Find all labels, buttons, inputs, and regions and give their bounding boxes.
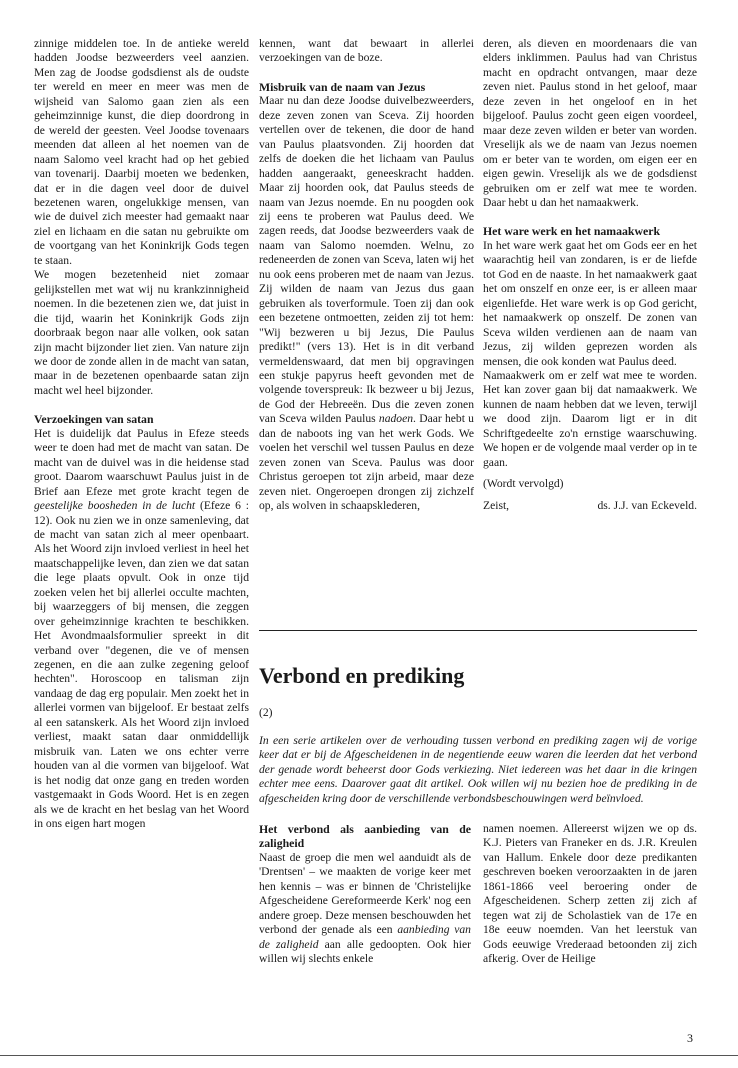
col1-paragraph-3: Het is duidelijk dat Paulus in Efeze steeds weer te doen had met de macht van satan. De macht van de duivel was in die heidense stad groot. Daarom waarschuwt Paulus juist in de Brief aan Efeze met grote kracht tegen de geestelijke boosheden in de lucht (Efeze 6 : 12). Ook nu zien we in onze samenleving, dat de macht van satan zich al meer openbaart. Als het Woord zijn invloed verliest in heel het maatschappelijke leven, dan zien we dat satan die lege plaats opvult. Ook in onze tijd zoeken velen het bij allerlei occulte machten, bij waarzeggers of bij mensen, die zeggen over geheimzinnige krachten te beschikken. Het Avondmaalsformulier spreekt in dit verband over "degenen, die ve of mensen zegenen, en die aan zulke zegening geloof hechten". Horoscoop en talisman zijn vandaag de dag erg populair. Men zoekt het in allerlei vormen van bijgeloof. Er bestaat zelfs al een satanskerk. Als het Woord zijn invloed verliest, maakt satan daar onmiddellijk misbruik van. Laten we ons echter verre houden van al die vormen van bijgeloof. Wat is het nodig dat onze gang en treden worden vastgemaakt in Gods Woord. Het is en zegen als we de kracht en het beslag van het Woord in ons eigen hart mogen bbox=[34, 426, 249, 831]
col1-paragraph-1: zinnige middelen toe. In de antieke wereld hadden Joodse bezweerders veel aanzien. Men zag de Joodse godsdienst als de oudste ter wereld en meer en meer was men de wijsheid van Salomo gaan zien als een geheimzinnige kunst, die diep doordrong in de wereld der geesten. Veel Joodse tovenaars meenden dat alleen al het noemen van de naam Salomo veel kracht had op het gebied van tovenarij. Daarbij moeten we bedenken, dat er in die dagen veel door de duivel bezetenen waren, ongelukkige mensen, van wie de duivel zich meester had gemaakt naar ziel en lichaam en die satan nu gebruikte om de voortgang van het Koninkrijk Gods tegen te staan. bbox=[34, 37, 249, 267]
column-2 bbox=[259, 37, 474, 514]
col3-paragraph-2: In het ware werk gaat het om Gods eer en het waarachtig heil van zondaren, is er de liefde tot God en de naaste. In het namaakwerk gaat het om onszelf en onze eer, is er alleen maar eigenliefde. Het ware werk is op God gericht, het namaakwerk op onszelf. De zonen van Sceva wilden verdienen aan de naam van Jezus, zij wilden geprezen worden als mensen, die ook konden wat Paulus deed. bbox=[483, 238, 697, 368]
heading-misbruik: Misbruik van de naam van Jezus bbox=[259, 79, 426, 94]
column-3 bbox=[483, 37, 697, 513]
col3-paragraph-1: deren, als dieven en moordenaars die van elders inklimmen. Paulus had van Christus macht en opdracht ontvangen, maar deze zeven niet. Paulus stond in het geloof, maar deze zeven in het ongeloof en in het bijgeloof. Paulus zocht geen eigen voordeel, maar deze zeven wilden er beter van worden. Vreselijk als we de naam van Jezus noemen om er beter van te worden, om eigen eer en eigen gewin. Vreselijk als we de godsdienst gebruiken om er zelf wat mee te worden. Daar hebt u dan het namaakwerk. bbox=[483, 37, 697, 209]
page-number: 3 bbox=[687, 1031, 693, 1045]
col2-paragraph-2: Maar nu dan deze Joodse duivelbezweerders, deze zeven zonen van Sceva. Zij hoorden vertellen over de tekenen, die door de hand van Paulus plaatsvonden. Zij hoorden dat zelfs de doeken die het lichaam van Paulus hadden aangeraakt, geneeskracht hadden. Maar zij hoorden ook, dat Paulus steeds de naam van Jezus noemde. En nu poogden ook zij eens te proberen wat Paulus deed. We zagen reeds, dat Joodse bezweerders vaak de naam van Salomo noemden. Welnu, zo redeneerden de zonen van Sceva, laten wij het nu ook eens proberen met de naam van Jezus. Zij wilden de naam van Jezus dus gaan gebruiken als toverformule. Toen zij dan ook een bezetene ontmoetten, zeiden zij tot hem: "Wij bezweren u bij Jezus, Die Paulus predikt!" (vers 13). Het is in dit verband vermeldenswaard, dat men bij opgravingen een stukje papyrus heeft gevonden met de volgende toverspreuk: Ik bezweer u bij Jezus, de God der Hebreeën. Dus die zeven zonen van Sceva wilden Paulus nadoen. Daar hebt u dan de naboots ing van het werk Gods. We voelen het verschil wel tussen Paulus en deze zeven zonen van Sceva. Paulus was door Christus geroepen tot zijn arbeid, maar deze zeven niet. Ongeroepen drongen zij zichzelf op, als wolven in schaapsklederen, bbox=[259, 94, 474, 513]
col3-paragraph-3: Namaakwerk om er zelf wat mee te worden. Het kan zover gaan bij dat namaakwerk. We kunnen de naam hebben dat we leven, terwijl we dood zijn. Daarom ligt er in dit Schriftgedeelte zo'n ernstige waarschuwing. We hopen er de volgende maal verder op in te gaan. bbox=[483, 368, 697, 469]
bottom-rule bbox=[0, 1055, 738, 1056]
article-intro: In een serie artikelen over de verhouding tussen verbond en prediking zagen wij de vorige keer dat er bij de Afgescheidenen in de negentiende eeuw waren die leerden dat het verbond der genade wordt beheerst door Gods verkiezing. Niet iedereen was het daar in die kringen echter mee eens. Daarover gaat dit artikel. Ook willen wij nu bezien hoe de prediking in de afgescheiden kring door de verschillende verbondsbeschouwingen werd beïnvloed. bbox=[259, 734, 697, 805]
column-5 bbox=[483, 822, 697, 967]
heading-verzoekingen: Verzoekingen van satan bbox=[34, 412, 154, 427]
signature-place: Zeist, bbox=[483, 498, 510, 512]
article-title: Verbond en prediking bbox=[259, 663, 465, 688]
signature-author: ds. J.J. van Eckeveld. bbox=[597, 498, 697, 512]
signature bbox=[483, 499, 697, 513]
column-4 bbox=[259, 822, 471, 967]
col4-paragraph-1: Naast de groep die men wel aanduidt als de 'Drentsen' – we maakten de vorige keer met hen kennis – was er binnen de 'Christelijke Afgescheidene Gereformeerde Kerk' nog een andere groep. Deze mensen beschouwden het verbond der genade als een aanbieding van de zaligheid aan alle gedoopten. Ook hier willen wij slechts enkele bbox=[259, 850, 471, 966]
heading-ware-werk: Het ware werk en het namaakwerk bbox=[483, 224, 661, 239]
col1-paragraph-2: We mogen bezetenheid niet zomaar gelijkstellen met wat wij nu krankzinnigheid noemen. In die bezetenen zien we, dat juist in die tijd, waarin het Koninkrijk Gods zijn doorbraak begon naar alle volken, ook satan zijn macht bijzonder liet zien. Van nature zijn we door de zonde allen in de macht van satan, maar in de bezetenen openbaarde satan zijn macht wel heel bijzonder. bbox=[34, 268, 249, 397]
column-1 bbox=[34, 37, 249, 831]
heading-verbond-aanbieding: Het verbond als aanbieding van de zaligheid bbox=[259, 822, 471, 851]
col2-paragraph-1: kennen, want dat bewaart in allerlei verzoekingen van de boze. bbox=[259, 37, 474, 65]
article-number: (2) bbox=[259, 706, 273, 719]
to-be-continued: (Wordt vervolgd) bbox=[483, 477, 564, 491]
col5-paragraph-1: namen noemen. Allereerst wijzen we op ds. K.J. Pieters van Franeker en ds. J.R. Kreulen van Hallum. Enkele door deze predikanten geschreven boeken veroorzaakten in de jaren 1861-1866 veel beroering onder de Afgescheidenen. Scherp zetten zij zich af tegen wat zij de Scholastiek van de 17e en 18e eeuw noemden. Van het leerstuk van Gods eeuwige Vrederaad betoonden zij zich afkerig. Over de Heilige bbox=[483, 822, 697, 966]
section-divider bbox=[259, 630, 697, 631]
